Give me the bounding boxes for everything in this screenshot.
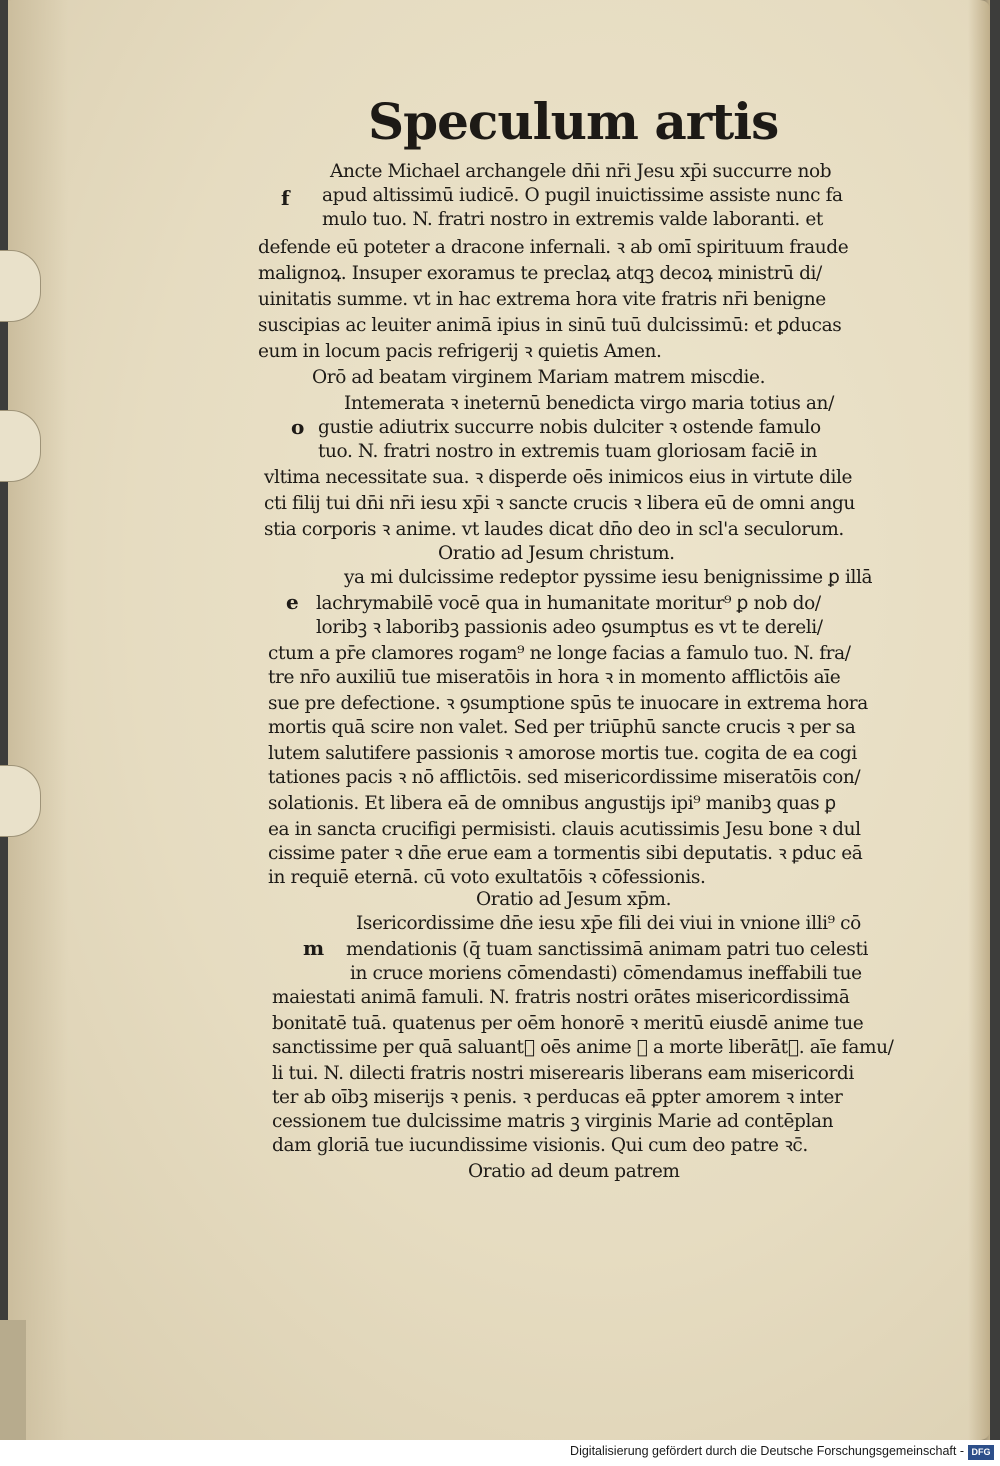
text-line: apud altissimū iudicē. O pugil inuictissime assiste nunc fa	[322, 185, 843, 206]
page-edge-shadow	[968, 0, 990, 1440]
text-line: Oratio ad Jesum christum.	[438, 543, 675, 564]
text-line: vltima necessitate sua. ꝛ disperde oēs inimicos eius in virtute dile	[264, 467, 853, 488]
text-line: sue pre defectione. ꝛ ꝯsumptione spūs te inuocare in extrema hora	[268, 693, 868, 714]
text-line: mendationis (q̄ tuam sanctissimā animam patri tuo celesti	[346, 939, 869, 960]
text-line: sanctissime per quā saluant᷑ oēs anime ꝛ a morte liberāt᷑. aīe famu/	[272, 1037, 894, 1058]
text-line: dam gloriā tue iucundissime visionis. Qui cum deo patre ꝛc̄.	[272, 1135, 808, 1156]
text-line: ya mi dulcissime redeptor pyssime iesu benignissime ꝑ illā	[344, 567, 873, 588]
text-line: gustie adiutrix succurre nobis dulciter ꝛ ostende famulo	[318, 417, 821, 438]
dfg-logo: DFG	[968, 1445, 994, 1460]
text-line: uinitatis summe. vt in hac extrema hora vite fratris nr̄i benigne	[258, 289, 826, 310]
text-line: bonitatē tuā. quatenus per oēm honorē ꝛ meritū eiusdē anime tue	[272, 1013, 864, 1034]
text-line: li tui. N. dilecti fratris nostri miserearis liberans eam misericordi	[272, 1063, 854, 1084]
text-line: mulo tuo. N. fratri nostro in extremis valde laboranti. et	[322, 209, 823, 230]
text-line: lutem salutifere passionis ꝛ amorose mortis tue. cogita de ea cogi	[268, 743, 857, 764]
text-line: maiestati animā famuli. N. fratris nostri orātes misericordissimā	[272, 987, 850, 1008]
page-heading: Speculum artis	[368, 92, 779, 151]
text-line: Ancte Michael archangele dn̄i nr̄i Jesu xp̄i succurre nob	[330, 161, 832, 182]
text-line: cissime pater ꝛ dn̄e erue eam a tormentis sibi deputatis. ꝛ ꝑduc eā	[268, 843, 863, 864]
text-line: cti filij tui dn̄i nr̄i iesu xp̄i ꝛ sancte crucis ꝛ libera eū de omni angu	[264, 493, 855, 514]
text-line: Oratio ad deum patrem	[468, 1161, 680, 1182]
text-line: Isericordissime dn̄e iesu xp̄e fili dei viui in vnione illi⁹ cō	[356, 913, 861, 934]
text-line: solationis. Et libera eā de omnibus angustijs ipi⁹ manibꝫ quas ꝑ	[268, 793, 836, 814]
text-line: ter ab oībꝫ miserijs ꝛ penis. ꝛ perducas eā ꝑpter amorem ꝛ inter	[272, 1087, 843, 1108]
text-line: Intemerata ꝛ ineternū benedicta virgo maria totius an/	[344, 393, 834, 414]
initial-letter: m	[303, 936, 325, 960]
text-line: suscipias ac leuiter animā ipius in sinū tuū dulcissimū: et ꝑducas	[258, 315, 842, 336]
initial-letter: f	[281, 186, 290, 210]
initial-letter: o	[291, 415, 305, 439]
initial-letter: e	[286, 590, 299, 614]
text-line: ctum a pr̄e clamores rogam⁹ ne longe facias a famulo tuo. N. fra/	[268, 643, 851, 664]
binding-strip	[0, 1320, 26, 1440]
text-line: malignoꝝ. Insuper exoramus te preclaꝝ atqꝫ decoꝝ ministrū di/	[258, 263, 822, 284]
text-line: tuo. N. fratri nostro in extremis tuam gloriosam faciē in	[318, 441, 818, 462]
footer-bar	[0, 1440, 1000, 1466]
text-line: tre nr̄o auxiliū tue miseratōis in hora ꝛ in momento afflictōis aīe	[268, 667, 841, 688]
text-line: cessionem tue dulcissime matris ꝫ virginis Marie ad contēplan	[272, 1111, 834, 1132]
text-line: eum in locum pacis refrigerij ꝛ quietis Amen.	[258, 341, 662, 362]
text-line: defende eū poteter a dracone infernali. ꝛ ab omī spirituum fraude	[258, 237, 849, 258]
text-line: stia corporis ꝛ anime. vt laudes dicat dn̄o deo in scl'a seculorum.	[264, 519, 844, 540]
text-line: lachrymabilē vocē qua in humanitate moritur⁹ ꝑ nob do/	[316, 593, 821, 614]
text-line: loribꝫ ꝛ laboribꝫ passionis adeo ꝯsumptus es vt te dereli/	[316, 617, 823, 638]
text-line: Orō ad beatam virginem Mariam matrem miscdie.	[312, 367, 766, 388]
text-line: mortis quā scire non valet. Sed per triūphū sancte crucis ꝛ per sa	[268, 717, 856, 738]
funding-credit: Digitalisierung gefördert durch die Deutsche Forschungsgemeinschaft -	[570, 1444, 964, 1458]
text-line: Oratio ad Jesum xp̄m.	[476, 889, 672, 910]
page-gutter-shadow	[8, 0, 68, 1440]
text-line: tationes pacis ꝛ nō afflictōis. sed misericordissime miseratōis con/	[268, 767, 861, 788]
text-line: in requiē eternā. cū voto exultatōis ꝛ cōfessionis.	[268, 867, 706, 888]
text-line: ea in sancta crucifigi permisisti. clauis acutissimis Jesu bone ꝛ dul	[268, 819, 861, 840]
text-line: in cruce moriens cōmendasti) cōmendamus ineffabili tue	[350, 963, 862, 984]
